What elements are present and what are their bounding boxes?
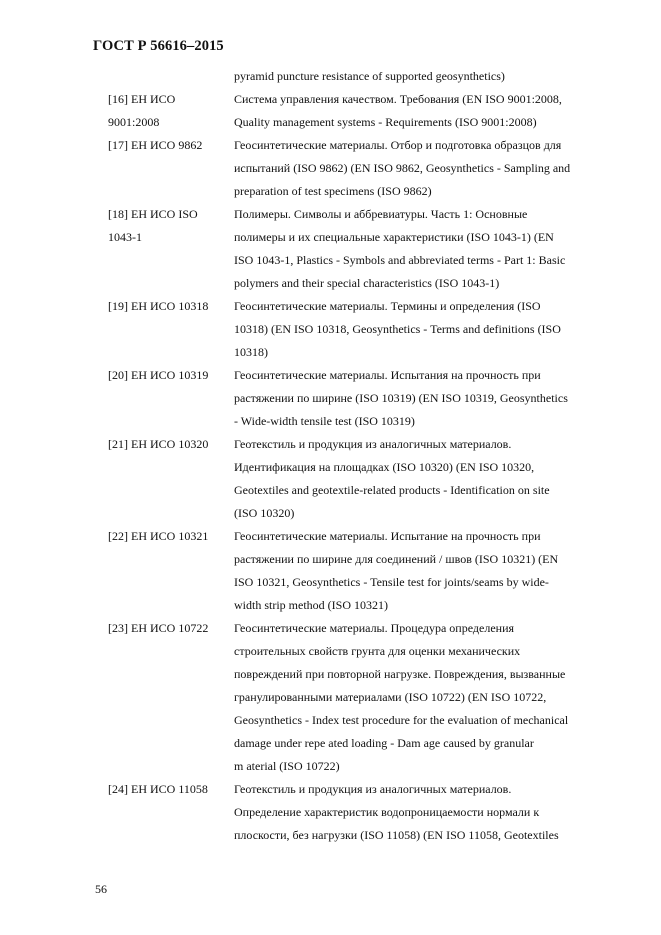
reference-entry — [0, 778, 661, 847]
reference-text-line: 10318) (EN ISO 10318, Geosynthetics - Terms and definitions (ISO — [234, 322, 561, 336]
reference-label-line: [20] ЕН ИСО 10319 — [108, 368, 209, 382]
reference-label — [108, 88, 228, 134]
reference-text-line: ISO 10321, Geosynthetics - Tensile test for joints/seams by wide- — [234, 575, 549, 589]
reference-entry — [0, 65, 661, 88]
reference-text-line: Геосинтетические материалы. Процедура определения — [234, 621, 515, 635]
reference-text-line: Geotextiles and geotextile-related products - Identification on site — [234, 483, 550, 497]
reference-text-line: Quality management systems - Requirements (ISO 9001:2008) — [234, 115, 537, 129]
reference-label-line: [18] ЕН ИСО ISO — [108, 207, 198, 221]
reference-text — [234, 295, 614, 364]
reference-text — [234, 65, 614, 88]
reference-label-line: [16] ЕН ИСО — [108, 92, 176, 106]
reference-text-line: растяжении по ширине (ISO 10319) (EN ISO 10319, Geosynthetics — [234, 391, 568, 405]
reference-label-line: [22] ЕН ИСО 10321 — [108, 529, 209, 543]
reference-entry — [0, 617, 661, 778]
reference-text-line: 10318) — [234, 345, 268, 359]
reference-text-line: polymers and their special characteristics (ISO 1043-1) — [234, 276, 500, 290]
reference-label — [108, 525, 228, 548]
reference-entry — [0, 134, 661, 203]
reference-entry — [0, 433, 661, 525]
reference-label-line: [23] ЕН ИСО 10722 — [108, 621, 209, 635]
reference-text — [234, 203, 614, 295]
reference-text-line: Геосинтетические материалы. Испытание на прочность при — [234, 529, 541, 543]
reference-label — [108, 433, 228, 456]
reference-label-line: 1043-1 — [108, 230, 142, 244]
reference-label — [108, 203, 228, 249]
reference-text-line: Полимеры. Символы и аббревиатуры. Часть 1: Основные — [234, 207, 528, 221]
reference-text-line: (ISO 10320) — [234, 506, 295, 520]
reference-label — [108, 778, 228, 801]
reference-entry — [0, 88, 661, 134]
reference-text — [234, 364, 614, 433]
reference-text-line: Геосинтетические материалы. Отбор и подготовка образцов для — [234, 138, 562, 152]
reference-text-line: Идентификация на площадках (ISO 10320) (EN ISO 10320, — [234, 460, 535, 474]
reference-label-line: [21] ЕН ИСО 10320 — [108, 437, 209, 451]
reference-entry — [0, 364, 661, 433]
reference-text-line: полимеры и их специальные характеристики (ISO 1043-1) (EN — [234, 230, 554, 244]
reference-text-line: Геотекстиль и продукция из аналогичных материалов. — [234, 437, 512, 451]
reference-text — [234, 525, 614, 617]
reference-text-line: Система управления качеством. Требования (EN ISO 9001:2008, — [234, 92, 562, 106]
reference-text-line: Geosynthetics - Index test procedure for the evaluation of mechanical — [234, 713, 569, 727]
reference-label — [108, 364, 228, 387]
reference-text-line: Геосинтетические материалы. Термины и определения (ISO — [234, 299, 541, 313]
reference-text-line: m aterial (ISO 10722) — [234, 759, 340, 773]
reference-text-line: pyramid puncture resistance of supported geosynthetics) — [234, 69, 505, 83]
reference-text-line: строительных свойств грунта для оценки механических — [234, 644, 521, 658]
reference-label-line: 9001:2008 — [108, 115, 160, 129]
reference-label — [108, 617, 228, 640]
reference-list — [0, 65, 661, 847]
reference-label — [108, 295, 228, 318]
reference-text-line: - Wide-width tensile test (ISO 10319) — [234, 414, 415, 428]
reference-label — [108, 134, 228, 157]
reference-text-line: Геотекстиль и продукция из аналогичных материалов. — [234, 782, 512, 796]
reference-text-line: плоскости, без нагрузки (ISO 11058) (EN ISO 11058, Geotextiles — [234, 828, 559, 842]
reference-text — [234, 617, 614, 778]
reference-text-line: Геосинтетические материалы. Испытания на прочность при — [234, 368, 541, 382]
reference-entry — [0, 525, 661, 617]
reference-entry — [0, 203, 661, 295]
document-header: ГОСТ Р 56616–2015 — [93, 38, 224, 54]
reference-entry — [0, 295, 661, 364]
reference-text-line: гранулированными материалами (ISO 10722) (EN ISO 10722, — [234, 690, 547, 704]
reference-text-line: повреждений при повторной нагрузке. Повреждения, вызванные — [234, 667, 566, 681]
reference-text — [234, 134, 614, 203]
page-number: 56 — [95, 882, 107, 896]
reference-text-line: preparation of test specimens (ISO 9862) — [234, 184, 432, 198]
reference-text-line: растяжении по ширине для соединений / швов (ISO 10321) (EN — [234, 552, 559, 566]
reference-text-line: Определение характеристик водопроницаемости нормали к — [234, 805, 540, 819]
reference-text-line: width strip method (ISO 10321) — [234, 598, 388, 612]
reference-label-line: [24] ЕН ИСО 11058 — [108, 782, 208, 796]
reference-label-line: [19] ЕН ИСО 10318 — [108, 299, 209, 313]
reference-text — [234, 778, 614, 847]
reference-text-line: damage under repe ated loading - Dam age caused by granular — [234, 736, 534, 750]
reference-text-line: ISO 1043-1, Plastics - Symbols and abbreviated terms - Part 1: Basic — [234, 253, 566, 267]
reference-text-line: испытаний (ISO 9862) (EN ISO 9862, Geosynthetics - Sampling and — [234, 161, 571, 175]
reference-label-line: [17] ЕН ИСО 9862 — [108, 138, 203, 152]
reference-text — [234, 88, 614, 134]
reference-text — [234, 433, 614, 525]
